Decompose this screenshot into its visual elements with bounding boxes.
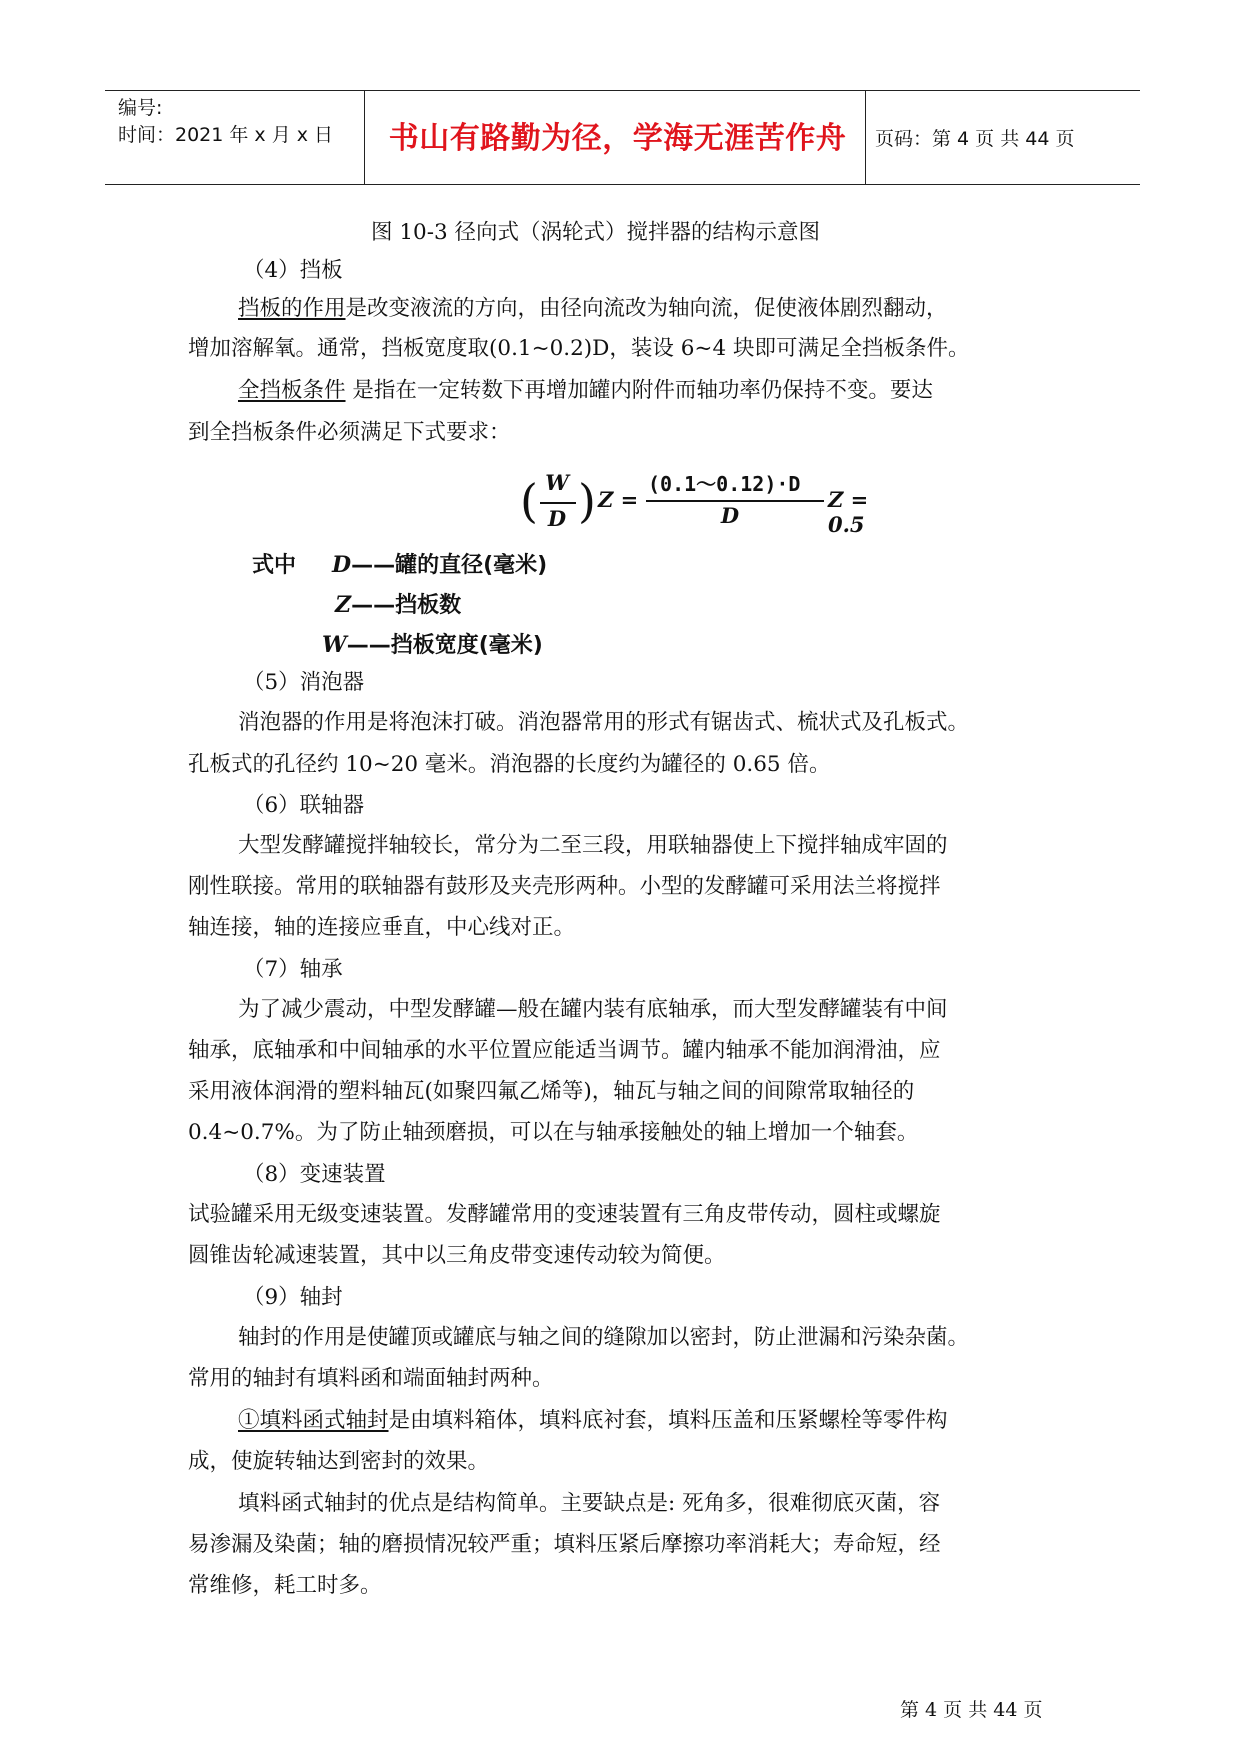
paragraph-line: 刚性联接。常用的联轴器有鼓形及夹壳形两种。小型的发酵罐可采用法兰将搅拌 — [188, 874, 941, 899]
definition-text: ——挡板数 — [351, 593, 462, 618]
term-underlined: 挡板的作用 — [238, 296, 346, 321]
definition-text: ——挡板宽度(毫米) — [346, 633, 543, 658]
fraction-bar — [646, 500, 824, 502]
header-divider — [364, 91, 365, 184]
definitions-lead: 式中 — [252, 553, 297, 578]
term-underlined: ①填料函式轴封 — [238, 1408, 389, 1433]
paragraph-line: 轴封的作用是使罐顶或罐底与轴之间的缝隙加以密封，防止泄漏和污染杂菌。 — [238, 1325, 970, 1350]
left-paren: ( — [520, 474, 538, 528]
formula-numerator: (0.1～0.12)·D — [648, 472, 801, 496]
paragraph-line: 大型发酵罐搅拌轴较长，常分为二至三段，用联轴器使上下搅拌轴成牢固的 — [238, 833, 948, 858]
page-header — [105, 90, 1140, 185]
formula-d: D — [547, 506, 567, 531]
definition-z — [335, 592, 461, 619]
symbol-d: D — [332, 552, 352, 578]
figure-caption: 图 10-3 径向式（涡轮式）搅拌器的结构示意图 — [371, 220, 820, 245]
page-footer: 第 4 页 共 44 页 — [900, 1699, 1043, 1721]
formula-w: W — [545, 470, 569, 495]
definition-w — [322, 632, 543, 659]
paragraph-line: 轴连接，轴的连接应垂直，中心线对正。 — [188, 915, 576, 940]
section-heading-coupling: （6）联轴器 — [243, 793, 365, 818]
paragraph-line — [238, 1408, 948, 1434]
definition-text: ——罐的直径(毫米) — [351, 553, 548, 578]
paragraph-line: 圆锥齿轮减速装置，其中以三角皮带变速传动较为简便。 — [188, 1243, 726, 1268]
paragraph-line: 常维修，耗工时多。 — [188, 1573, 382, 1598]
paragraph-line — [238, 296, 948, 322]
formula-result: Z = 0.5 — [828, 487, 869, 537]
symbol-z: Z — [335, 592, 352, 618]
paragraph-line: 试验罐采用无级变速装置。发酵罐常用的变速装置有三角皮带传动，圆柱或螺旋 — [188, 1202, 941, 1227]
term-underlined: 全挡板条件 — [238, 378, 346, 403]
formula-z-eq: Z = — [598, 487, 639, 512]
section-heading-seal: （9）轴封 — [243, 1285, 343, 1310]
header-motto: 书山有路勤为径，学海无涯苦作舟 — [388, 121, 847, 156]
header-meta — [118, 95, 333, 149]
paragraph-line: 成，使旋转轴达到密封的效果。 — [188, 1449, 490, 1474]
header-divider — [865, 91, 866, 184]
paragraph-line: 到全挡板条件必须满足下式要求： — [188, 420, 511, 445]
paragraph-line: 为了减少震动，中型发酵罐—般在罐内装有底轴承，而大型发酵罐装有中间 — [238, 997, 948, 1022]
fraction-bar — [540, 502, 576, 504]
paragraph-line — [238, 378, 933, 404]
symbol-w: W — [322, 632, 347, 658]
section-heading-gear: （8）变速装置 — [243, 1162, 386, 1187]
section-heading-baffle: （4）挡板 — [243, 258, 343, 283]
paragraph-line: 填料函式轴封的优点是结构简单。主要缺点是: 死角多，很难彻底灭菌，容 — [238, 1491, 941, 1516]
paragraph-line: 采用液体润滑的塑料轴瓦(如聚四氟乙烯等)，轴瓦与轴之间的间隙常取轴径的 — [188, 1079, 915, 1104]
paragraph-line: 常用的轴封有填料函和端面轴封两种。 — [188, 1366, 554, 1391]
text-span: 是由填料箱体，填料底衬套，填料压盖和压紧螺栓等零件构 — [388, 1408, 948, 1433]
section-heading-defoamer: （5）消泡器 — [243, 670, 365, 695]
header-page-label: 页码：第 4 页 共 44 页 — [875, 128, 1075, 150]
text-span: 是改变液流的方向，由径向流改为轴向流，促使液体剧烈翻动， — [345, 296, 948, 321]
paragraph-line: 0.4~0.7%。为了防止轴颈磨损，可以在与轴承接触处的轴上增加一个轴套。 — [188, 1120, 919, 1145]
paragraph-line: 增加溶解氧。通常，挡板宽度取(0.1~0.2)D，装设 6~4 块即可满足全挡板条件。 — [188, 336, 970, 361]
doc-number-label: 编号: — [118, 97, 163, 119]
paragraph-line: 易渗漏及染菌；轴的磨损情况较严重；填料压紧后摩擦功率消耗大；寿命短，经 — [188, 1532, 941, 1557]
right-paren: ) — [578, 474, 596, 528]
baffle-formula — [520, 470, 910, 540]
paragraph-line: 孔板式的孔径约 10~20 毫米。消泡器的长度约为罐径的 0.65 倍。 — [188, 752, 831, 777]
definition-d — [252, 552, 547, 579]
paragraph-line: 消泡器的作用是将泡沫打破。消泡器常用的形式有锯齿式、梳状式及孔板式。 — [238, 710, 970, 735]
formula-denominator: D — [720, 503, 740, 528]
text-span: 是指在一定转数下再增加罐内附件而轴功率仍保持不变。要达 — [345, 378, 933, 403]
section-heading-bearing: （7）轴承 — [243, 957, 343, 982]
paragraph-line: 轴承，底轴承和中间轴承的水平位置应能适当调节。罐内轴承不能加润滑油，应 — [188, 1038, 941, 1063]
doc-time-label: 时间：2021 年 x 月 x 日 — [118, 124, 334, 146]
